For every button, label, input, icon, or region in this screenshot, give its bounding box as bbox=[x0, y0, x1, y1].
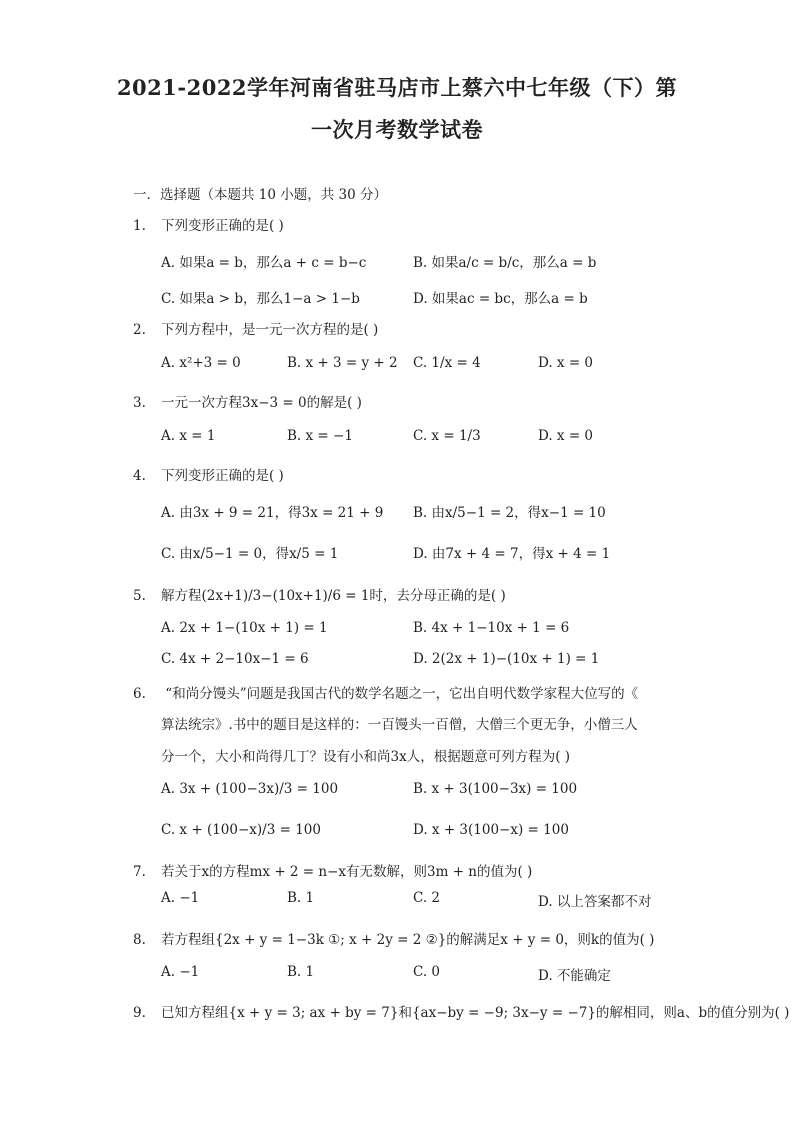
q7-option-b: B. 1 bbox=[287, 890, 315, 906]
question-number: 6. bbox=[133, 686, 146, 702]
question-number: 5. bbox=[133, 588, 146, 604]
q4-option-c: C. 由x/5−1 = 0，得x/5 = 1 bbox=[161, 546, 339, 562]
q2-option-a: A. x²+3 = 0 bbox=[161, 355, 241, 371]
question-stem: 若方程组{2x + y = 1−3k ①; x + 2y = 2 ②}的解满足x + y = 0，则k的值为( ) bbox=[161, 932, 655, 948]
exam-title-line1: 2021-2022学年河南省驻马店市上蔡六中七年级（下）第 bbox=[116, 75, 678, 100]
question-2 bbox=[133, 318, 378, 338]
question-number: 1. bbox=[133, 218, 146, 234]
q3-option-c: C. x = 1/3 bbox=[413, 428, 481, 444]
q7-option-a: A. −1 bbox=[161, 890, 200, 906]
question-6 bbox=[133, 682, 638, 702]
question-number: 8. bbox=[133, 932, 146, 948]
q7-option-d: D. 以上答案都不对 bbox=[538, 894, 652, 910]
question-9 bbox=[133, 1001, 789, 1021]
question-8 bbox=[133, 928, 654, 948]
q5-option-d: D. 2(2x + 1)−(10x + 1) = 1 bbox=[413, 651, 600, 667]
question-number: 9. bbox=[133, 1005, 146, 1021]
question-stem: 下列方程中，是一元一次方程的是( ) bbox=[161, 322, 379, 338]
q2-option-b: B. x + 3 = y + 2 bbox=[287, 355, 398, 371]
q1-option-c: C. 如果a > b，那么1−a > 1−b bbox=[161, 291, 360, 307]
q8-option-d: D. 不能确定 bbox=[538, 968, 611, 984]
question-5 bbox=[133, 584, 506, 604]
q2-option-d: D. x = 0 bbox=[538, 355, 594, 371]
question-7 bbox=[133, 860, 532, 880]
question-stem: 已知方程组{x + y = 3; ax + by = 7}和{ax−by = −9; 3x−y = −7}的解相同，则a、b的值分别为( ) bbox=[161, 1005, 790, 1021]
question-stem: 下列变形正确的是( ) bbox=[161, 218, 284, 234]
q4-option-a: A. 由3x + 9 = 21，得3x = 21 + 9 bbox=[161, 505, 384, 521]
q1-option-a: A. 如果a = b，那么a + c = b−c bbox=[161, 255, 367, 271]
q1-option-b: B. 如果a/c = b/c，那么a = b bbox=[413, 255, 597, 271]
q5-option-a: A. 2x + 1−(10x + 1) = 1 bbox=[161, 620, 328, 636]
q8-option-c: C. 0 bbox=[413, 964, 441, 980]
q6-option-a: A. 3x + (100−3x)/3 = 100 bbox=[161, 781, 339, 797]
question-stem: 若关于x的方程mx + 2 = n−x有无数解，则3m + n的值为( ) bbox=[161, 864, 533, 880]
q6-option-d: D. x + 3(100−x) = 100 bbox=[413, 822, 569, 838]
q3-option-d: D. x = 0 bbox=[538, 428, 594, 444]
section-heading: 一．选择题（本题共 10 小题，共 30 分） bbox=[133, 187, 388, 203]
question-number: 2. bbox=[133, 322, 146, 338]
q6-option-b: B. x + 3(100−3x) = 100 bbox=[413, 781, 578, 797]
question-6-line3: 分一个，大小和尚得几丁？设有小和尚3x人，根据题意可列方程为( ) bbox=[161, 749, 571, 765]
question-stem: 下列变形正确的是( ) bbox=[161, 468, 284, 484]
question-4 bbox=[133, 464, 284, 484]
q6-option-c: C. x + (100−x)/3 = 100 bbox=[161, 822, 321, 838]
q7-option-c: C. 2 bbox=[413, 890, 441, 906]
question-stem: 一元一次方程3x−3 = 0的解是( ) bbox=[161, 395, 362, 411]
question-number: 7. bbox=[133, 864, 146, 880]
question-stem: “和尚分馒头”问题是我国古代的数学名题之一，它出自明代数学家程大位写的《 bbox=[161, 686, 639, 702]
q1-option-d: D. 如果ac = bc，那么a = b bbox=[413, 291, 588, 307]
q3-option-b: B. x = −1 bbox=[287, 428, 353, 444]
question-6-line2: 算法统宗》.书中的题目是这样的：一百馒头一百僧，大僧三个更无争，小僧三人 bbox=[161, 717, 638, 733]
exam-title-line2: 一次月考数学试卷 bbox=[311, 117, 483, 142]
question-3 bbox=[133, 391, 362, 411]
q8-option-a: A. −1 bbox=[161, 964, 200, 980]
q5-option-b: B. 4x + 1−10x + 1 = 6 bbox=[413, 620, 570, 636]
question-stem: 解方程(2x+1)/3−(10x+1)/6 = 1时，去分母正确的是( ) bbox=[161, 588, 506, 604]
q5-option-c: C. 4x + 2−10x−1 = 6 bbox=[161, 651, 309, 667]
question-1 bbox=[133, 214, 284, 234]
q8-option-b: B. 1 bbox=[287, 964, 315, 980]
q2-option-c: C. 1/x = 4 bbox=[413, 355, 481, 371]
question-number: 3. bbox=[133, 395, 146, 411]
question-number: 4. bbox=[133, 468, 146, 484]
q3-option-a: A. x = 1 bbox=[161, 428, 216, 444]
q4-option-b: B. 由x/5−1 = 2，得x−1 = 10 bbox=[413, 505, 606, 521]
q4-option-d: D. 由7x + 4 = 7，得x + 4 = 1 bbox=[413, 546, 611, 562]
